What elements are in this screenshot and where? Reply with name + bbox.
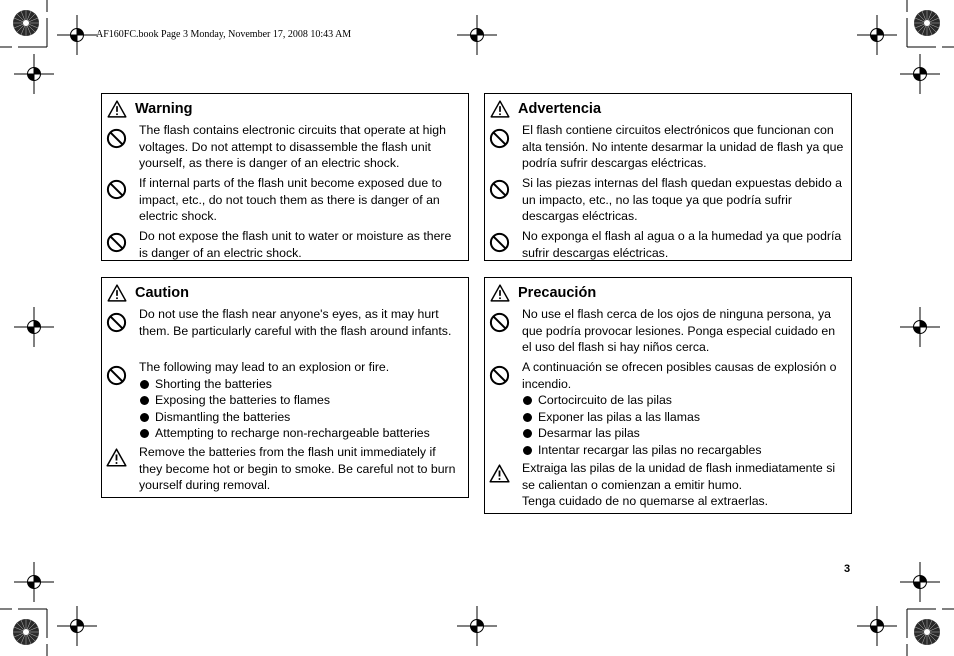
warning-triangle-icon	[489, 464, 510, 483]
warning-heading-en	[107, 99, 192, 119]
caution-title-es: Precaución	[518, 284, 597, 301]
warning-box-en	[101, 93, 469, 261]
caution-item-text: Remove the batteries from the flash unit immediately if they become hot or begin to smoke. Be careful not to burn yourself during removal.	[139, 445, 456, 492]
bullet-item: Attempting to recharge non-rechargeable batteries	[139, 425, 462, 442]
warning-item-text: Do not expose the flash unit to water or moisture as there is danger of an electric shock.	[139, 229, 452, 260]
bullet-item: Desarmar las pilas	[522, 425, 845, 442]
warning-item-text: El flash contiene circuitos electrónicos que funcionan con alta tensión. No intente desarmar la unidad de flash ya que podría sufrir descargas eléctricas.	[522, 123, 844, 170]
registration-mark-icon	[457, 15, 497, 55]
prohibition-icon	[106, 128, 127, 149]
prohibition-icon	[106, 179, 127, 200]
bullet-item: Cortocircuito de las pilas	[522, 392, 845, 409]
bullet-item: Dismantling the batteries	[139, 409, 462, 426]
bullet-list	[139, 376, 462, 442]
warning-item-text: If internal parts of the flash unit become exposed due to impact, etc., do not touch them as there is danger of an electric shock.	[139, 176, 442, 223]
page-number: 3	[844, 563, 851, 575]
prohibition-icon	[106, 365, 127, 386]
registration-mark-icon	[900, 307, 940, 347]
prohibition-icon	[489, 179, 510, 200]
registration-mark-icon	[857, 606, 897, 646]
warning-triangle-icon	[107, 284, 127, 302]
prohibition-icon	[106, 312, 127, 333]
prohibition-icon	[489, 232, 510, 253]
warning-triangle-icon	[490, 284, 510, 302]
warning-item-text: Si las piezas internas del flash quedan expuestas debido a un impacto, etc., no las toque ya que podría sufrir descargas eléctricas.	[522, 176, 842, 223]
color-rosette-icon	[913, 9, 941, 37]
registration-mark-icon	[14, 562, 54, 602]
warning-box-es	[484, 93, 852, 261]
caution-item-text: No use el flash cerca de los ojos de ninguna persona, ya que podría provocar lesiones. Ponga especial cuidado en el uso del flash si hay niños cerca.	[522, 307, 836, 354]
caution-item-text: Tenga cuidado de no quemarse al extraerlas.	[522, 494, 769, 508]
caution-heading-es	[490, 283, 596, 303]
print-file-info: AF160FC.book Page 3 Monday, November 17, 2008 10:43 AM	[96, 29, 352, 40]
registration-mark-icon	[14, 307, 54, 347]
caution-item-content	[139, 359, 462, 442]
registration-mark-icon	[900, 562, 940, 602]
registration-mark-icon	[57, 606, 97, 646]
caution-box-es	[484, 277, 852, 514]
caution-item-content	[522, 460, 845, 510]
prohibition-icon	[489, 312, 510, 333]
registration-mark-icon	[857, 15, 897, 55]
caution-item-intro: The following may lead to an explosion or fire.	[139, 360, 390, 374]
registration-mark-icon	[457, 606, 497, 646]
registration-mark-icon	[57, 15, 97, 55]
warning-item-text: No exponga el flash al agua o a la humedad ya que podría sufrir descargas eléctricas.	[522, 229, 842, 260]
warning-title-en: Warning	[135, 100, 193, 117]
color-rosette-icon	[12, 9, 40, 37]
bullet-item: Exposing the batteries to flames	[139, 392, 462, 409]
warning-item-text: The flash contains electronic circuits that operate at high voltages. Do not attempt to disassemble the flash unit yourself, as there is danger of an electric shock.	[139, 123, 446, 170]
prohibition-icon	[489, 128, 510, 149]
caution-heading-en	[107, 283, 189, 303]
registration-mark-icon	[14, 54, 54, 94]
caution-item-content	[522, 359, 845, 458]
bullet-list	[522, 392, 845, 458]
warning-title-es: Advertencia	[518, 100, 602, 117]
registration-mark-icon	[900, 54, 940, 94]
caution-item-text: Do not use the flash near anyone's eyes, as it may hurt them. Be particularly careful with the flash around infants.	[139, 307, 452, 338]
bullet-item: Intentar recargar las pilas no recargables	[522, 442, 845, 459]
warning-triangle-icon	[107, 100, 127, 118]
prohibition-icon	[489, 365, 510, 386]
caution-item-intro: A continuación se ofrecen posibles causas de explosión o incendio.	[522, 360, 837, 391]
caution-title-en: Caution	[135, 284, 189, 301]
color-rosette-icon	[913, 618, 941, 646]
warning-triangle-icon	[490, 100, 510, 118]
caution-box-en	[101, 277, 469, 498]
bullet-item: Shorting the batteries	[139, 376, 462, 393]
warning-triangle-icon	[106, 448, 127, 467]
color-rosette-icon	[12, 618, 40, 646]
caution-item-text: Extraiga las pilas de la unidad de flash inmediatamente si se calientan o comienzan a emitir humo.	[522, 461, 836, 492]
prohibition-icon	[106, 232, 127, 253]
bullet-item: Exponer las pilas a las llamas	[522, 409, 845, 426]
warning-heading-es	[490, 99, 601, 119]
